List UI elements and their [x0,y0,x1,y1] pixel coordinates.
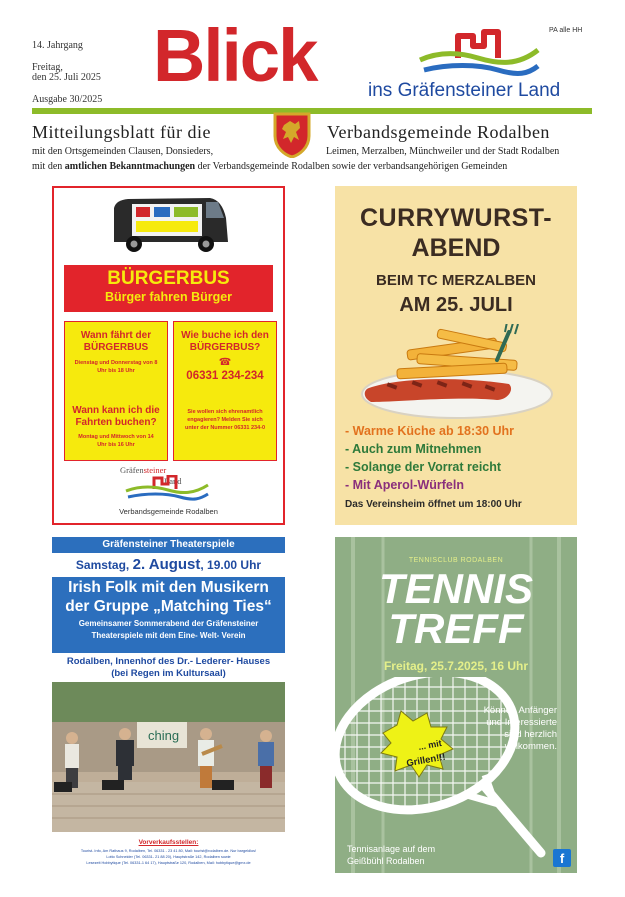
bus-van-image [106,194,230,256]
photo-banner-text: ching [148,728,180,743]
cw-line1: CURRYWURST- [359,204,553,232]
venue-line-1: Tennisanlage auf dem [347,844,436,854]
theater-headline-1: Irish Folk mit den Musikern [68,579,269,596]
venue-line-2: Geißbühl Rodalben [347,856,425,866]
announcement-prefix: mit den [32,161,65,172]
tennis-venue [347,843,435,867]
coat-of-arms-icon [273,112,311,158]
tennis-date: Freitag, 25.7.2025, 16 Uhr [383,659,529,673]
buergerbus-title: BÜRGERBUS [107,268,230,289]
schedule-box [64,321,168,461]
tennis-welcome [484,705,557,753]
vg-logo-word3: Land [164,476,182,486]
cw-item-4: - Mit Aperol-Würfeln [345,478,464,492]
graefensteiner-land-logo [418,28,540,80]
vvk-line-3: Lesezeit Hobbytique (Tel. 06331-1 64 17), Hauptstraße 120, Rodalben, Mail: hobbytique@gmx.de [86,861,251,865]
vvk-line-1: Tourist- Info, Am Rathaus 9, Rodalben, Tel. 06331 - 23 41 80, Mail: tourist@rodalben.de. Nur bargeldlos! [80,849,257,853]
booking-answer: Montag und Mittwoch von 14 Uhr bis 16 Uhr [78,434,154,448]
band-photo [52,682,285,832]
booking-question: Wann kann ich die Fahrten buchen? [72,405,160,428]
river-line-blue [424,66,538,74]
tennis-club: TENNISCLUB RODALBEN [408,557,504,564]
welcome-line-1: Könner, Anfänger [483,705,557,716]
announcement-suffix: der Verbandsgemeinde Rodalben sowie der verbandsangehörigen Gemeinden [195,161,508,172]
currywurst-plate-image [357,324,555,424]
volume-number: 14. Jahrgang [32,40,83,51]
theater-date [52,556,285,573]
tennis-ad [335,537,577,873]
theater-desc-2: Theaterspiele mit dem Eine- Welt- Verein [91,631,246,640]
theater-weekday: Samstag, [75,558,133,572]
theater-rain-note: (bei Regen im Kultursaal) [111,668,226,679]
phone-icon: ☎ [218,357,232,368]
cw-footer: Das Vereinsheim öffnet um 18:00 Uhr [345,499,522,510]
welcome-line-4: willkommen. [504,741,557,752]
cw-line3: BEIM TC MERZALBEN [376,272,536,289]
currywurst-ad [335,186,577,525]
theater-location: Rodalben, Innenhof des Dr.- Lederer- Hauses [66,656,271,667]
masthead-divider [32,108,592,114]
masthead-subtitle: ins Gräfensteiner Land [368,80,561,101]
vg-name: Verbandsgemeinde Rodalben [119,507,218,516]
theater-headline-2: der Gruppe „Matching Ties“ [65,598,272,615]
buergerbus-subtitle: Bürger fahren Bürger [104,290,233,304]
facebook-icon[interactable]: f [553,849,571,867]
theater-day: 2. August [132,556,201,573]
buergerbus-banner [64,265,273,312]
cw-item-3: - Solange der Vorrat reicht [345,460,502,474]
issue-date: den 25. Juli 2025 [32,72,101,83]
issue-day: Freitag, [32,62,63,73]
announcement-line [32,161,507,172]
burst-text-2: Grillen!!! [405,751,447,770]
announcement-bold: amtlichen Bekanntmachungen [64,161,196,172]
theater-time: , 19.00 Uhr [200,558,262,572]
howto-box [173,321,277,461]
welcome-line-2: und Interessierte [486,717,557,728]
issue-number: Ausgabe 30/2025 [32,94,103,105]
tennis-title-2: TREFF [388,605,524,652]
municipalities-right: Leimen, Merzalben, Münchweiler und der Stadt Rodalben [326,146,560,157]
theater-desc-1: Gemeinsamer Sommerabend der Gräfensteiner [78,619,259,628]
hill-line-green [420,50,538,62]
tagline-right: Verbandsgemeinde Rodalben [327,122,550,142]
cw-item-2: - Auch zum Mitnehmen [345,442,482,456]
vvk-line-2: Lotto Schneider (Tel. 06331- 21 88 20), Hauptstraße 142, Rodalben sowie [106,855,231,859]
cw-item-1: - Warme Küche ab 18:30 Uhr [345,424,515,438]
masthead-title: Blick [153,14,317,97]
burst-text-1: ... mit [417,738,443,752]
volunteer-note: Sie wollen sich ehrenamtlich engagieren? Melden Sie sich unter der Nummer 06331 234-0 [184,409,266,431]
cw-line2: ABEND [411,234,501,262]
cw-line4: AM 25. JULI [399,294,513,316]
vg-logo-word2: steiner [143,465,167,475]
theater-ad [52,537,285,873]
tennis-title-1: TENNIS [378,565,533,612]
phone-number[interactable]: 06331 234-234 [186,370,264,382]
buergerbus-ad [52,186,285,525]
schedule-answer: Dienstag und Donnerstag von 8 Uhr bis 18 Uhr [74,360,158,374]
postal-note: PA alle HH [549,27,583,34]
municipalities-left: mit den Ortsgemeinden Clausen, Donsieders, [32,146,214,157]
vg-logo [120,465,220,501]
vg-logo-mark-icon [124,475,210,501]
vvk-title: Vorverkaufsstellen: [138,839,199,846]
howto-question: Wie buche ich den BÜRGERBUS? [181,330,269,353]
tagline-left: Mitteilungsblatt für die [32,122,211,142]
welcome-line-3: sind herzlich [504,729,557,740]
theater-header: Gräfensteiner Theaterspiele [102,539,235,550]
vg-logo-word1: Gräfen [120,465,144,475]
schedule-question: Wann fährt der BÜRGERBUS [80,330,152,353]
